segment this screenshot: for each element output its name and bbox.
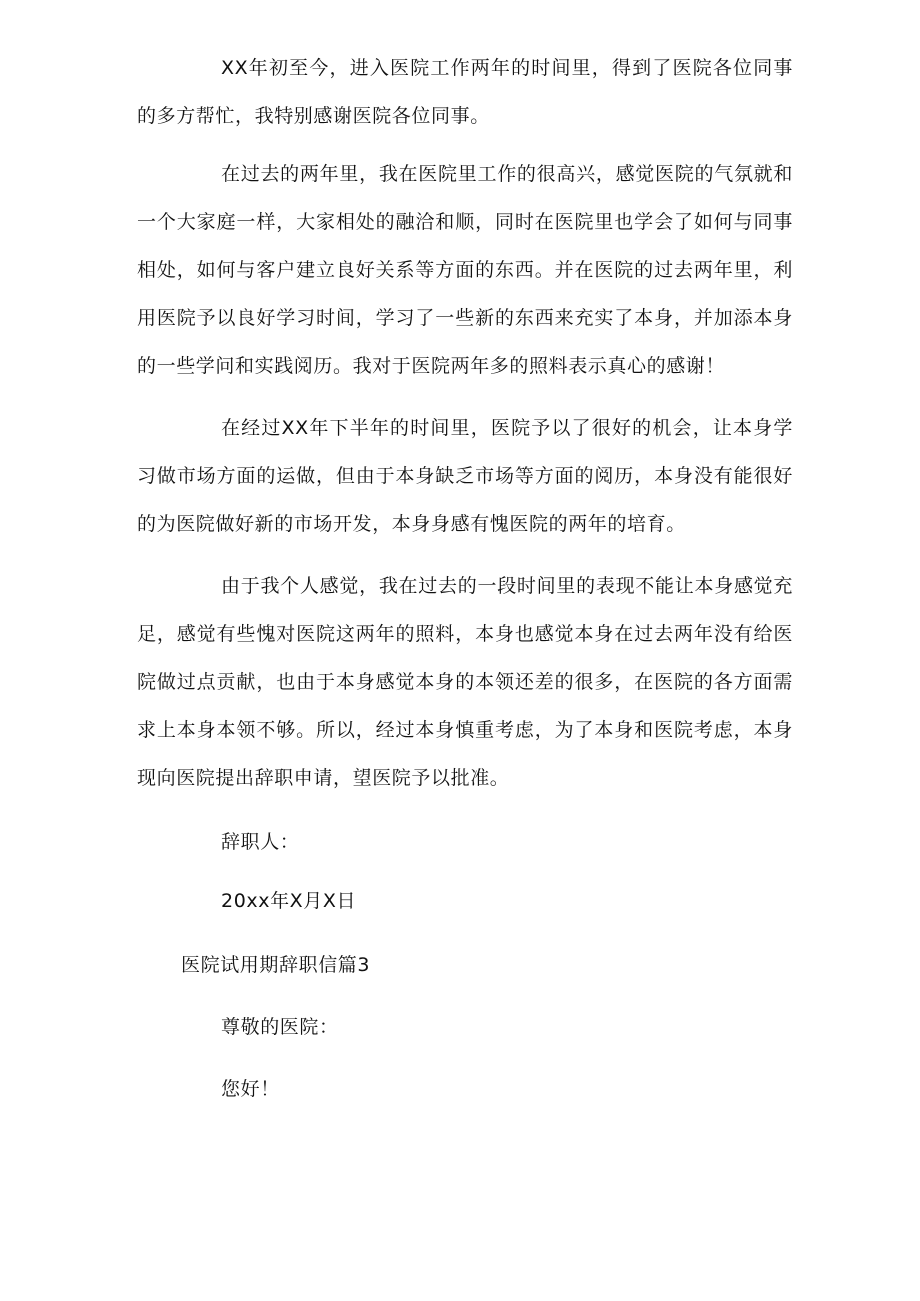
signature-label: 辞职人： bbox=[221, 831, 300, 853]
date-line: 20xx年X月X日 bbox=[221, 890, 357, 912]
paragraph-3: 在经过XX年下半年的时间里，医院予以了很好的机会，让本身学习做市场方面的运做，但由于本身缺乏市场等方面的阅历，本身没有能很好的为医院做好新的市场开发，本身身感有愧医院的两年的培育。 bbox=[137, 417, 793, 535]
paragraph-4: 由于我个人感觉，我在过去的一段时间里的表现不能让本身感觉充足，感觉有些愧对医院这两年的照料，本身也感觉本身在过去两年没有给医院做过点贡献，也由于本身感觉本身的本领还差的很多，在医院的各方面需求上本身本领不够。所以，经过本身慎重考虑，为了本身和医院考虑，本身现向医院提出辞职申请，望医院予以批准。 bbox=[137, 575, 793, 789]
paragraph-1: XX年初至今，进入医院工作两年的时间里，得到了医院各位同事的多方帮忙，我特别感谢医院各位同事。 bbox=[137, 57, 793, 127]
greeting: 您好！ bbox=[221, 1078, 280, 1100]
paragraph-2: 在过去的两年里，我在医院里工作的很高兴，感觉医院的气氛就和一个大家庭一样，大家相处的融洽和顺，同时在医院里也学会了如何与同事相处，如何与客户建立良好关系等方面的东西。并在医院的过去两年里，利用医院予以良好学习时间，学习了一些新的东西来充实了本身，并加添本身的一些学问和实践阅历。我对于医院两年多的照料表示真心的感谢！ bbox=[137, 163, 793, 377]
salutation: 尊敬的医院： bbox=[221, 1016, 339, 1038]
section-title: 医院试用期辞职信篇3 bbox=[181, 954, 371, 976]
